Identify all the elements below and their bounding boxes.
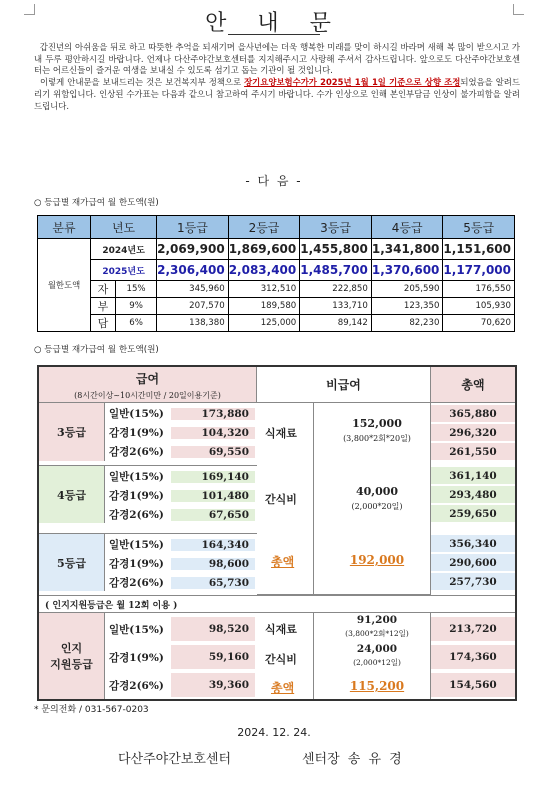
copay-pct-15: 15% <box>116 281 157 298</box>
intro-text <box>34 42 520 112</box>
th-year: 년도 <box>91 216 157 239</box>
snack-note: (2,000*20일) <box>351 502 403 511</box>
intro-p1: 갑진년의 아쉬움을 뒤로 하고 따뜻한 추억을 되새기며 을사년에는 더욱 행복한 미래를 맞이 하시길 바라며 새해 복 많이 받으시고 가내 두루 평안하시길 바랍니다. 언제나 다산주야간보호센터를 지지해주시고 사랑해 주셔서 감사드립니다. 앞으로도 다산주야간보호센터는 어르신들이 즐거운 여생을 보내실 수 있도록 섬기고 돕는 기관이 될 것입니다. <box>34 42 521 76</box>
row-copay-6 <box>38 315 515 332</box>
cog-row-general <box>105 617 255 641</box>
grade4-rows <box>105 465 257 523</box>
total-g5-reduced1: 290,600 <box>431 554 515 571</box>
grade3-general-label: 일반(15%) <box>109 408 164 420</box>
value-2024-g3: 1,455,800 <box>300 239 372 260</box>
category-cell: 월한도액 <box>38 239 91 332</box>
grade5-label: 5등급 <box>39 533 105 591</box>
value-2024-g2: 1,869,600 <box>228 239 300 260</box>
grade3-row-general <box>105 405 255 422</box>
copay9-g3: 133,710 <box>300 298 372 315</box>
th-grade1: 1등급 <box>157 216 229 239</box>
cog-meal-note: (3,800*2회*12일) <box>345 629 409 638</box>
nonbenefit-block <box>257 403 431 595</box>
th-grade3: 3등급 <box>300 216 372 239</box>
cog-general-label: 일반(15%) <box>109 623 164 636</box>
grade4-row-reduced2 <box>105 506 255 523</box>
grade4-reduced2-value: 67,650 <box>171 509 255 521</box>
value-2024-g4: 1,341,800 <box>371 239 443 260</box>
cog-nonbenefit-block <box>257 613 431 699</box>
title-underline <box>228 34 320 35</box>
total-g4-reduced2: 259,650 <box>431 505 515 522</box>
grade3-rows <box>105 403 257 461</box>
meal-note: (3,800*2회*20일) <box>343 434 411 443</box>
year-2024: 2024년도 <box>91 239 157 260</box>
totals-block <box>431 403 515 595</box>
cog-grade-label-1: 인지 <box>60 642 83 655</box>
grade3-reduced1-label: 감경1(9%) <box>109 427 164 439</box>
grade4-general-label: 일반(15%) <box>109 471 164 483</box>
copay15-g5: 176,550 <box>443 281 515 298</box>
copay6-g4: 82,230 <box>371 315 443 332</box>
organization-name: 다산주야간보호센터 <box>118 752 232 767</box>
cog-nb-divider <box>313 613 314 699</box>
value-2025-g4: 1,370,600 <box>371 260 443 281</box>
intro-p2a: 이렇게 안내문을 보내드리는 것은 보건복지부 정책으로 <box>40 77 245 88</box>
snack-value: 40,000 <box>355 485 399 498</box>
snack-label: 간식비 <box>265 493 297 506</box>
nb-total-value: 192,000 <box>349 553 405 567</box>
value-2024-g1: 2,069,900 <box>157 239 229 260</box>
value-2025-g5: 1,177,000 <box>443 260 515 281</box>
total-g5-reduced2: 257,730 <box>431 573 515 590</box>
benefit-header-sub: (8시간이상~10시간미만 / 20일이용기준) <box>74 391 221 400</box>
copay6-g3: 89,142 <box>300 315 372 332</box>
grade5-row-general <box>105 536 255 553</box>
value-2025-g3: 1,485,700 <box>300 260 372 281</box>
grade5-reduced1-label: 감경1(9%) <box>109 558 164 570</box>
cog-note: ( 인지지원등급은 월 12회 이용 ) <box>39 595 515 613</box>
year-2025: 2025년도 <box>91 260 157 281</box>
grade4-label: 4등급 <box>39 465 105 523</box>
grade3-reduced2-label: 감경2(6%) <box>109 446 164 458</box>
value-2025-g1: 2,306,400 <box>157 260 229 281</box>
grade3-row-reduced2 <box>105 443 255 460</box>
cog-grade-label-2: 지원등급 <box>50 658 93 671</box>
section-1-title: ○ 등급별 재가급여 월 한도액(원) <box>34 198 159 208</box>
notice-date: 2024. 12. 24. <box>237 726 311 739</box>
th-grade4: 4등급 <box>371 216 443 239</box>
cog-reduced2-value: 39,360 <box>171 673 255 697</box>
monthly-limit-table <box>37 215 515 332</box>
contact-phone: * 문의전화 / 031-567-0203 <box>34 705 149 715</box>
copay15-g2: 312,510 <box>228 281 300 298</box>
total-g4-general: 361,140 <box>431 467 515 484</box>
benefit-header <box>39 367 257 403</box>
copay-char-3: 담 <box>91 315 116 332</box>
intro-paragraph-2 <box>34 77 520 112</box>
cog-totals-block <box>431 613 515 699</box>
cog-grade-label <box>39 613 105 699</box>
grade3-general-value: 173,880 <box>171 408 255 420</box>
meal-value: 152,000 <box>352 417 402 430</box>
cog-total-reduced1: 174,360 <box>431 645 515 669</box>
cog-meal-value: 91,200 <box>356 614 398 626</box>
grade5-reduced2-label: 감경2(6%) <box>109 577 164 589</box>
grade5-reduced1-value: 98,600 <box>171 558 255 570</box>
grade5-rows <box>105 533 257 591</box>
cog-reduced1-label: 감경1(9%) <box>109 651 164 664</box>
copay9-g5: 105,930 <box>443 298 515 315</box>
row-copay-15 <box>38 281 515 298</box>
value-2024-g5: 1,151,600 <box>443 239 515 260</box>
intro-highlight: 장기요양보험수가가 2025년 1월 1일 기준으로 상향 조정 <box>244 77 461 88</box>
section-2-title: ○ 등급별 재가급여 월 한도액(원) <box>34 345 159 355</box>
page-title: 안 내 문 <box>205 11 343 36</box>
cog-snack-value: 24,000 <box>356 643 398 655</box>
nb-total-label: 총액 <box>271 555 295 569</box>
grade3-label: 3등급 <box>39 403 105 461</box>
cog-row-reduced1 <box>105 645 255 669</box>
cog-total-reduced2: 154,560 <box>431 673 515 697</box>
grade5-row-reduced1 <box>105 555 255 572</box>
grade4-reduced1-value: 101,480 <box>171 490 255 502</box>
intro-paragraph-1 <box>34 42 520 77</box>
cog-snack-note: (2,000*12일) <box>353 658 401 667</box>
row-2025 <box>38 260 515 281</box>
intro-p2b: 되었음을 알려드리기 위함입니다. 인상된 수가표는 다음과 같으니 참고하여 주시기 바랍니다. 수가 인상으로 인해 본인부담금 인상이 불가피함을 알려드립니다. <box>34 77 520 111</box>
signer-name: 센터장 송 유 경 <box>302 752 402 767</box>
benefit-header-title: 급여 <box>135 372 160 386</box>
copay9-g1: 207,570 <box>157 298 229 315</box>
grade5-general-value: 164,340 <box>171 539 255 551</box>
row-2024 <box>38 239 515 260</box>
th-grade2: 2등급 <box>228 216 300 239</box>
grade4-row-reduced1 <box>105 487 255 504</box>
grade3-row-reduced1 <box>105 424 255 441</box>
total-g4-reduced1: 293,480 <box>431 486 515 503</box>
copay6-g5: 70,620 <box>443 315 515 332</box>
total-header: 총액 <box>431 367 515 403</box>
grade5-row-reduced2 <box>105 574 255 591</box>
value-2025-g2: 2,083,400 <box>228 260 300 281</box>
total-g3-reduced2: 261,550 <box>431 443 515 460</box>
grade4-row-general <box>105 468 255 485</box>
grade4-reduced2-label: 감경2(6%) <box>109 509 164 521</box>
grade3-reduced1-value: 104,320 <box>171 427 255 439</box>
row-copay-9 <box>38 298 515 315</box>
grade5-reduced2-value: 65,730 <box>171 577 255 589</box>
cog-meal-label: 식재료 <box>265 623 297 636</box>
daycare-fee-table <box>37 365 517 701</box>
th-category: 분류 <box>38 216 91 239</box>
copay15-g4: 205,590 <box>371 281 443 298</box>
grade3-reduced2-value: 69,550 <box>171 446 255 458</box>
grade5-general-label: 일반(15%) <box>109 539 164 551</box>
copay15-g3: 222,850 <box>300 281 372 298</box>
cog-total-value: 115,200 <box>349 679 405 693</box>
grade4-reduced1-label: 감경1(9%) <box>109 490 164 502</box>
copay9-g2: 189,580 <box>228 298 300 315</box>
cog-total-label: 총액 <box>271 681 295 695</box>
cog-reduced1-value: 59,160 <box>171 645 255 669</box>
copay-pct-6: 6% <box>116 315 157 332</box>
cog-rows <box>105 613 257 699</box>
cog-row-reduced2 <box>105 673 255 697</box>
copay6-g2: 125,000 <box>228 315 300 332</box>
dagum-heading: - 다 음 - <box>245 174 303 188</box>
cog-general-value: 98,520 <box>171 617 255 641</box>
copay15-g1: 345,960 <box>157 281 229 298</box>
cog-reduced2-label: 감경2(6%) <box>109 679 164 692</box>
copay-pct-9: 9% <box>116 298 157 315</box>
meal-label: 식재료 <box>265 427 297 440</box>
copay9-g4: 123,350 <box>371 298 443 315</box>
copay-char-1: 자 <box>91 281 116 298</box>
nb-divider <box>313 403 314 595</box>
total-g3-reduced1: 296,320 <box>431 424 515 441</box>
total-g3-general: 365,880 <box>431 405 515 422</box>
copay6-g1: 138,380 <box>157 315 229 332</box>
th-grade5: 5등급 <box>443 216 515 239</box>
grade4-general-value: 169,140 <box>171 471 255 483</box>
nonbenefit-header: 비급여 <box>257 367 431 403</box>
copay-char-2: 부 <box>91 298 116 315</box>
cog-snack-label: 간식비 <box>265 653 297 666</box>
cog-total-general: 213,720 <box>431 617 515 641</box>
total-g5-general: 356,340 <box>431 535 515 552</box>
